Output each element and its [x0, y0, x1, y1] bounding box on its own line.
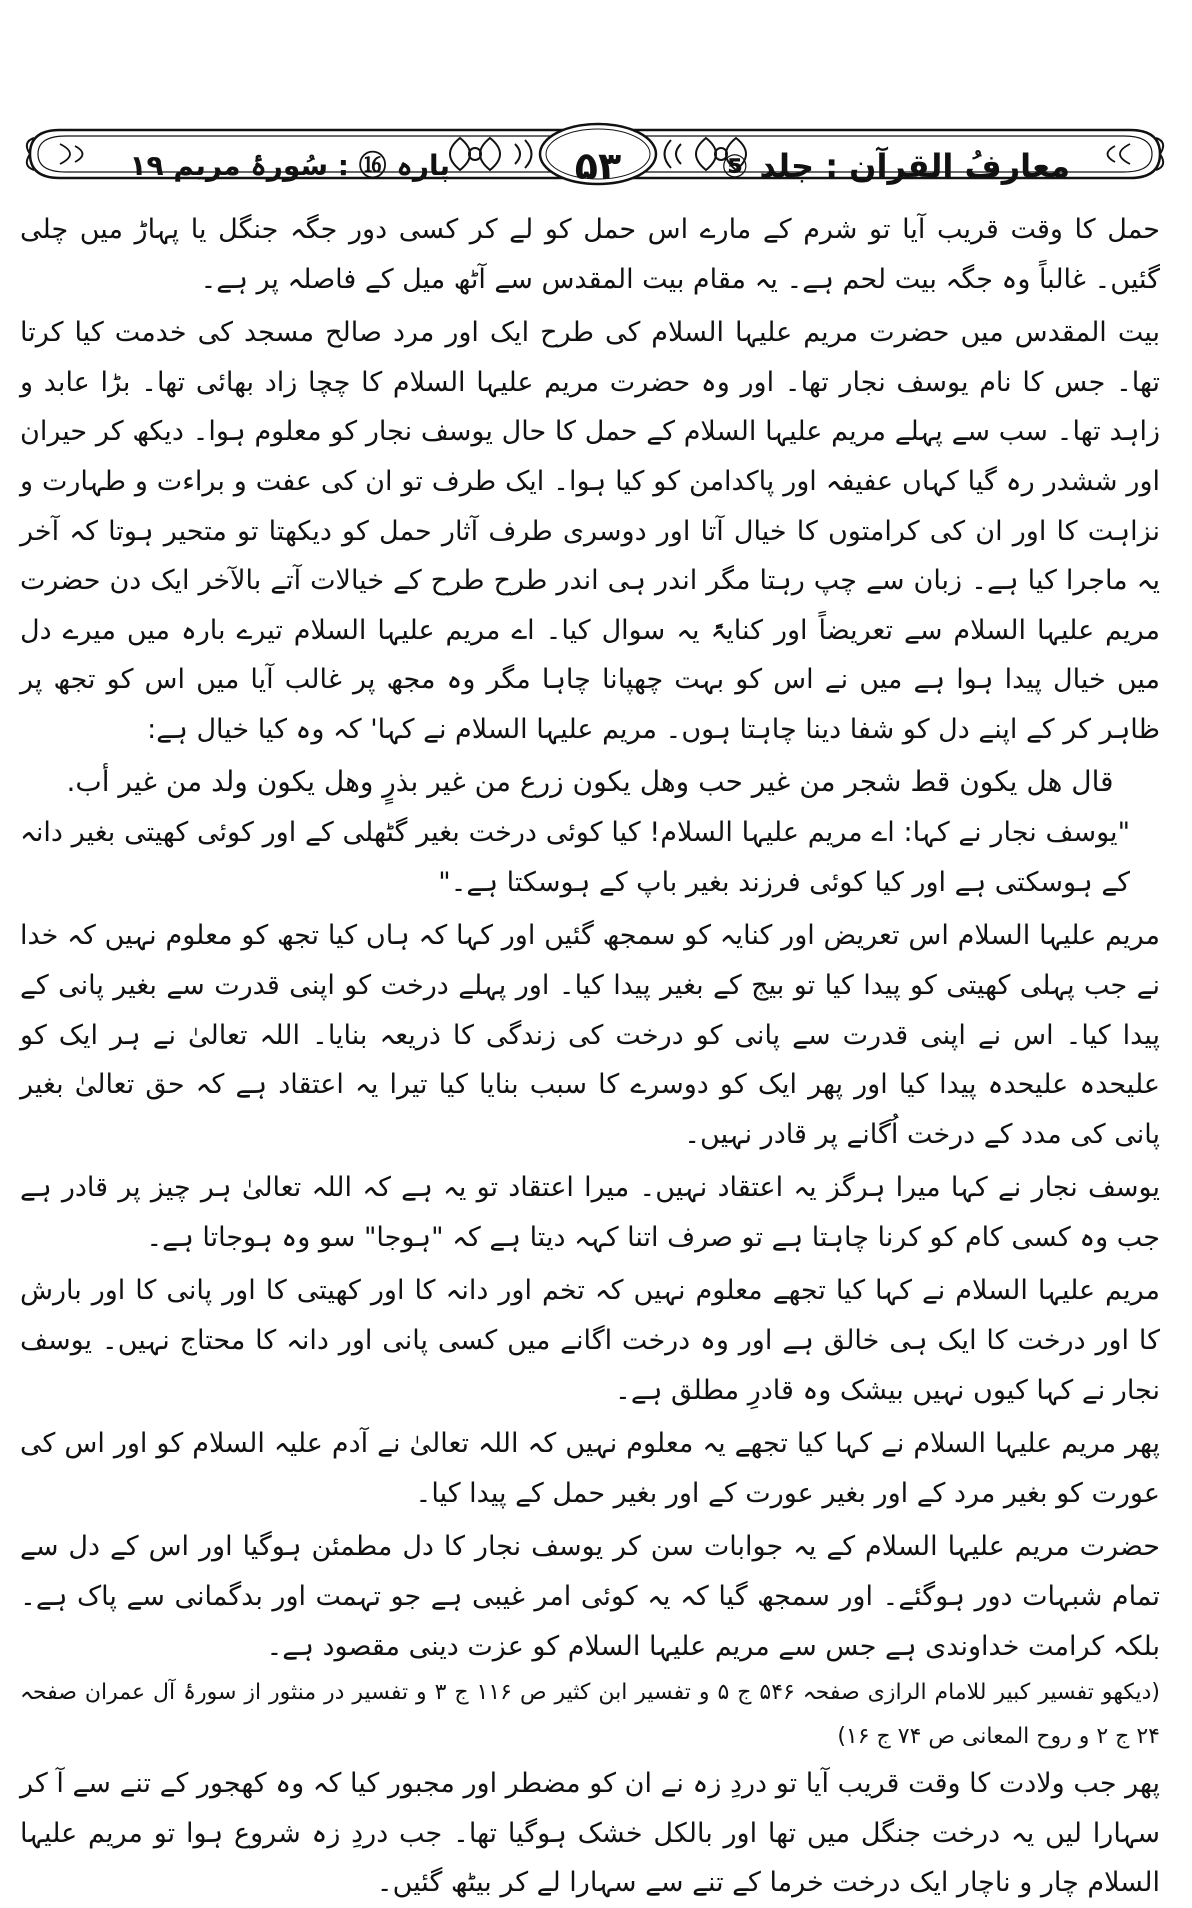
header-section-label: پارہ ⑯ : سُورۂ مریم ۱۹ — [129, 149, 450, 182]
header-book-title: معارفُ القرآن : جلد ⑤ — [721, 147, 1070, 185]
paragraph-5: مریم علیہا السلام نے کہا کیا تجھے معلوم نہیں کہ تخم اور دانہ کا اور کھیتی کا اور پانی کا اور بارش کا اور درخت کا ایک ہی خالق ہے اور وہ درخت اگانے میں کسی پانی اور دانہ کا محتاج نہیں۔ یوسف نجار نے کہا کیوں نہیں بیشک وہ قادرِ مطلق ہے۔ — [20, 1275, 1160, 1406]
paragraph-4: یوسف نجار نے کہا میرا ہرگز یہ اعتقاد نہیں۔ میرا اعتقاد تو یہ ہے کہ اللہ تعالیٰ ہر چیز پر قادر ہے جب وہ کسی کام کو کرنا چاہتا ہے تو صرف اتنا کہہ دیتا ہے کہ "ہوجا" سو وہ ہوجاتا ہے۔ — [20, 1172, 1160, 1253]
paragraph-2: بیت المقدس میں حضرت مریم علیہا السلام کی طرح ایک اور مرد صالح مسجد کی خدمت کیا کرتا تھا۔ جس کا نام یوسف نجار تھا۔ اور وہ حضرت مریم علیہا السلام کا چچا زاد بھائی تھا۔ بڑا عابد و زاہد تھا۔ سب سے پہلے مریم علیہا السلام کے حمل کا حال یوسف نجار کو معلوم ہوا۔ دیکھ کر حیران اور ششدر رہ گیا کہاں عفیفہ اور پاکدامن کو کیا ہوا۔ ایک طرف تو ان کی عفت و براءت و طہارت و نزاہت کا اور ان کی کرامتوں کا خیال آتا اور دوسری طرف آثار حمل کو دیکھتا تو متحیر ہوتا کہ آخر یہ ماجرا کیا ہے۔ زبان سے چپ رہتا مگر اندر ہی اندر طرح طرح کے خیالات آتے بالآخر ایک دن حضرت مریم علیہا السلام سے تعریضاً اور کنایۃً یہ سوال کیا۔ اے مریم علیہا السلام تیرے بارہ میں میرے دل میں خیال پیدا ہوا ہے میں نے اس کو بہت چھپانا چاہا مگر وہ مجھ پر غالب آیا میں اس کو تجھ پر ظاہر کر کے اپنے دل کو شفا دینا چاہتا ہوں۔ مریم علیہا السلام نے کہا' کہ وہ کیا خیال ہے: — [20, 317, 1160, 745]
paragraph-1: حمل کا وقت قریب آیا تو شرم کے مارے اس حمل کو لے کر کسی دور جگہ جنگل یا پہاڑ میں چلی گئیں۔ غالباً وہ جگہ بیت لحم ہے۔ یہ مقام بیت المقدس سے آٹھ میل کے فاصلہ پر ہے۔ — [20, 214, 1160, 295]
paragraph-3: مریم علیہا السلام اس تعریض اور کنایہ کو سمجھ گئیں اور کہا کہ ہاں کیا تجھ کو معلوم نہیں کہ خدا نے جب پہلی کھیتی کو پیدا کیا تو بیج کے بغیر پیدا کیا۔ اور پہلے درخت کو اپنی قدرت سے بغیر پانی کے پیدا کیا۔ اس نے اپنی قدرت سے پانی کو درخت کی زندگی کا ذریعہ بنایا۔ اللہ تعالیٰ نے ہر ایک کو علیحدہ علیحدہ پیدا کیا اور پھر ایک کو دوسرے کا سبب بنایا کیا تیرا یہ اعتقاد ہے کہ حق تعالیٰ بغیر پانی کی مدد کے درخت اُگانے پر قادر نہیں۔ — [20, 920, 1160, 1150]
paragraph-7: حضرت مریم علیہا السلام کے یہ جوابات سن کر یوسف نجار کا دل مطمئن ہوگیا اور اس کے دل سے تمام شبہات دور ہوگئے۔ اور سمجھ گیا کہ یہ کوئی امر غیبی ہے جو تہمت اور بدگمانی سے پاک ہے۔ بلکہ کرامت خداوندی ہے جس سے مریم علیہا السلام کو عزت دینی مقصود ہے۔ — [20, 1531, 1160, 1662]
closing-paragraph: پھر جب ولادت کا وقت قریب آیا تو دردِ زہ نے ان کو مضطر اور مجبور کیا کہ وہ کھجور کے تنے سے آ کر سہارا لیں یہ درخت جنگل میں تھا اور بالکل خشک ہوگیا تھا۔ جب دردِ زہ شروع ہوا تو مریم علیہا السلام چار و ناچار ایک درخت خرما کے تنے سے سہارا لے کر بیٹھ گئیں۔ — [20, 1768, 1160, 1899]
arabic-quote: قال هل يكون قط شجر من غير حب وهل يكون زرع من غير بذرٍ وهل يكون ولد من غير أب. — [66, 764, 1114, 798]
page-body — [20, 205, 1160, 1908]
page-header — [20, 108, 1170, 200]
translation-quote: "یوسف نجار نے کہا: اے مریم علیہا السلام! کیا کوئی درخت بغیر گٹھلی کے اور کوئی کھیتی بغیر دانہ کے ہوسکتی ہے اور کیا کوئی فرزند بغیر باپ کے ہوسکتا ہے۔" — [20, 817, 1130, 898]
paragraph-6: پھر مریم علیہا السلام نے کہا کیا تجھے یہ معلوم نہیں کہ اللہ تعالیٰ نے آدم علیہ السلام کو اور اس کی عورت کو بغیر مرد کے اور بغیر عورت کے اور بغیر حمل کے پیدا کیا۔ — [20, 1428, 1160, 1509]
page-number: ۵۳ — [574, 144, 622, 188]
reference-footnote: (دیکھو تفسیر کبیر للامام الرازی صفحہ ۵۴۶ ج ۵ و تفسیر ابن کثیر ص ۱۱۶ ج ۳ و تفسیر در منثور از سورۂ آل عمران صفحہ ۲۴ ج ۲ و روح المعانی ص ۷۴ ج ۱۶) — [20, 1680, 1160, 1750]
